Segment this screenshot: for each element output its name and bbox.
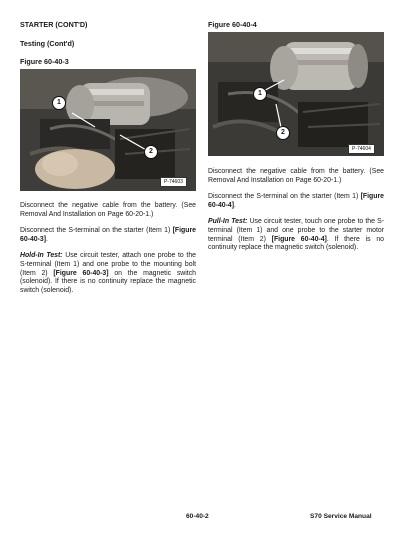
starter-photo-image [208,32,384,156]
figure-reference: [Figure 60-40-4] [208,193,384,209]
pull-in-test-paragraph [208,218,384,252]
figure-right-photo [208,32,384,156]
instruction-text: Use circuit tester, attach one probe to the S-terminal (Item 1) and one probe to the mounting bolt (Item 2) [20,252,196,277]
callout-2: 2 [276,126,290,140]
instruction-disconnect-s-terminal: Disconnect the S-terminal on the starter (Item 1) [Figure 60-40-3]. [20,227,196,243]
photo-id-label: P-74603 [160,177,187,187]
instruction-text: Use circuit tester, touch one probe to the S-terminal (Item 1) and one probe to the starter motor terminal (Item 2) [208,218,384,243]
figure-reference: [Figure 60-40-3] [20,227,196,243]
instruction-disconnect-battery: Disconnect the negative cable from the battery. (See Removal And Installation on Page 60-20-1.) [20,202,196,218]
instruction-disconnect-s-terminal: Disconnect the S-terminal on the starter (Item 1) [Figure 60-40-4]. [208,193,384,209]
figure-left-photo [20,69,196,191]
instruction-disconnect-battery: Disconnect the negative cable from the battery. (See Removal And Installation on Page 60-20-1.) [208,168,384,184]
instruction-text: Disconnect the S-terminal on the starter (Item 1) [20,227,173,235]
manual-title: S70 Service Manual [310,513,372,520]
figure-left-caption: Figure 60-40-3 [20,57,69,66]
figure-right-caption: Figure 60-40-4 [208,20,257,29]
callout-1: 1 [253,87,267,101]
page-number: 60-40-2 [186,513,209,520]
test-name: Hold-In Test: [20,252,63,260]
starter-photo-image [20,69,196,191]
figure-reference: [Figure 60-40-3] [53,269,109,277]
instruction-text: . If there is no continuity replace the magnetic switch (solenoid). [208,235,385,252]
subsection-title: Testing (Cont'd) [20,39,75,48]
instruction-text: on the magnetic switch (solenoid). If there is no continuity replace the magnetic switch (solenoid). [20,269,196,294]
test-name: Pull-In Test: [208,218,248,226]
callout-1: 1 [52,96,66,110]
figure-reference: [Figure 60-40-4] [271,235,327,243]
left-column-text [20,202,196,295]
section-title: STARTER (CONT'D) [20,20,88,29]
hold-in-test-paragraph [20,252,196,295]
callout-2: 2 [144,145,158,159]
photo-id-label: P-74604 [348,144,375,154]
right-column-text [208,168,384,253]
instruction-text: Disconnect the S-terminal on the starter (Item 1) [208,193,361,201]
